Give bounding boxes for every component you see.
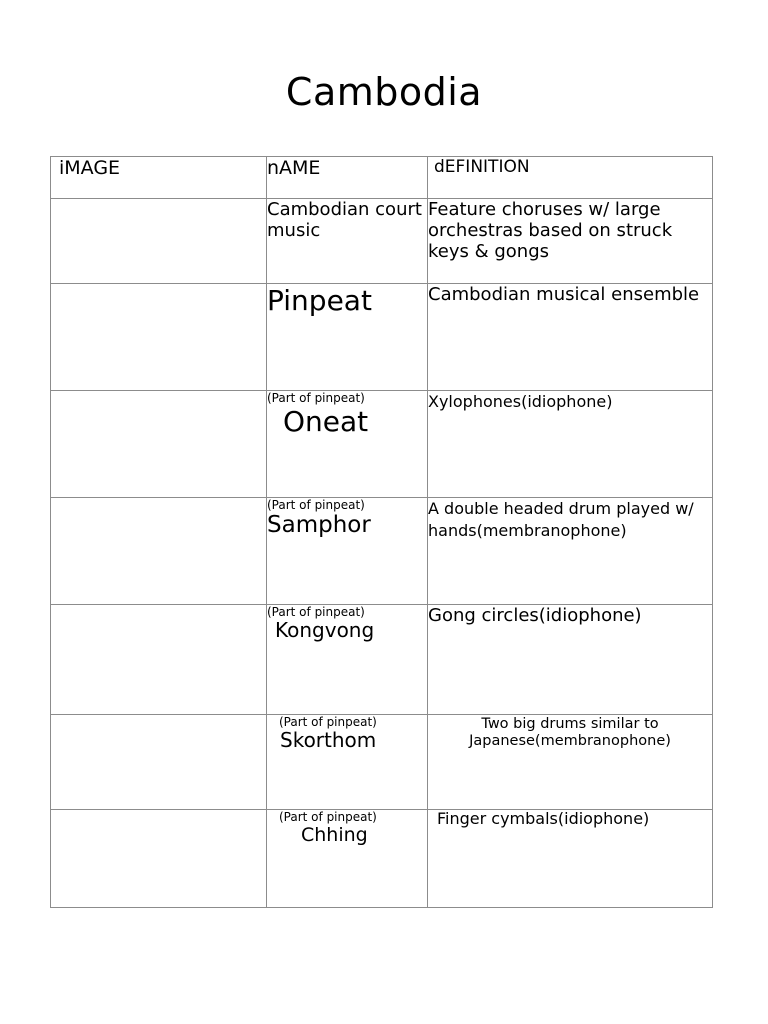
- definition-cell: Finger cymbals(idiophone): [428, 810, 713, 908]
- definition-cell: Gong circles(idiophone): [428, 605, 713, 715]
- image-cell: [51, 284, 267, 391]
- name-cell: [267, 715, 428, 810]
- name-subtitle: (Part of pinpeat): [267, 391, 365, 405]
- definition-cell: Xylophones(idiophone): [428, 391, 713, 498]
- header-definition: dEFINITION: [428, 157, 713, 199]
- name-subtitle: (Part of pinpeat): [279, 715, 377, 729]
- definition-cell: Two big drums similar to Japanese(membranophone): [428, 715, 713, 810]
- table-row: [51, 199, 713, 284]
- definition-cell: A double headed drum played w/ hands(membranophone): [428, 498, 713, 605]
- instrument-table: [50, 156, 713, 908]
- table-row: [51, 391, 713, 498]
- name-cell: [267, 498, 428, 605]
- name-subtitle: (Part of pinpeat): [267, 498, 365, 512]
- image-cell: [51, 810, 267, 908]
- name-cell: [267, 391, 428, 498]
- name-subtitle: (Part of pinpeat): [279, 810, 377, 824]
- name-label: Chhing: [301, 824, 368, 847]
- image-cell: [51, 199, 267, 284]
- table-row: [51, 498, 713, 605]
- header-image: iMAGE: [51, 157, 267, 199]
- page-title: Cambodia: [285, 70, 483, 114]
- name-cell: [267, 810, 428, 908]
- name-label: Samphor: [267, 512, 371, 539]
- table-row: [51, 810, 713, 908]
- table-row: [51, 715, 713, 810]
- name-label: Skorthom: [280, 728, 377, 753]
- table-row: [51, 605, 713, 715]
- name-cell: Pinpeat: [267, 284, 428, 391]
- image-cell: [51, 391, 267, 498]
- table-row: [51, 284, 713, 391]
- definition-cell: Cambodian musical ensemble: [428, 284, 713, 391]
- name-cell: Cambodian court music: [267, 199, 428, 284]
- name-label: Oneat: [283, 405, 369, 439]
- image-cell: [51, 498, 267, 605]
- name-subtitle: (Part of pinpeat): [267, 605, 365, 619]
- definition-cell: Feature choruses w/ large orchestras based on struck keys & gongs: [428, 199, 713, 284]
- name-label: Kongvong: [275, 618, 375, 643]
- table-header-row: [51, 157, 713, 199]
- header-name: nAME: [267, 157, 428, 199]
- name-cell: [267, 605, 428, 715]
- image-cell: [51, 715, 267, 810]
- image-cell: [51, 605, 267, 715]
